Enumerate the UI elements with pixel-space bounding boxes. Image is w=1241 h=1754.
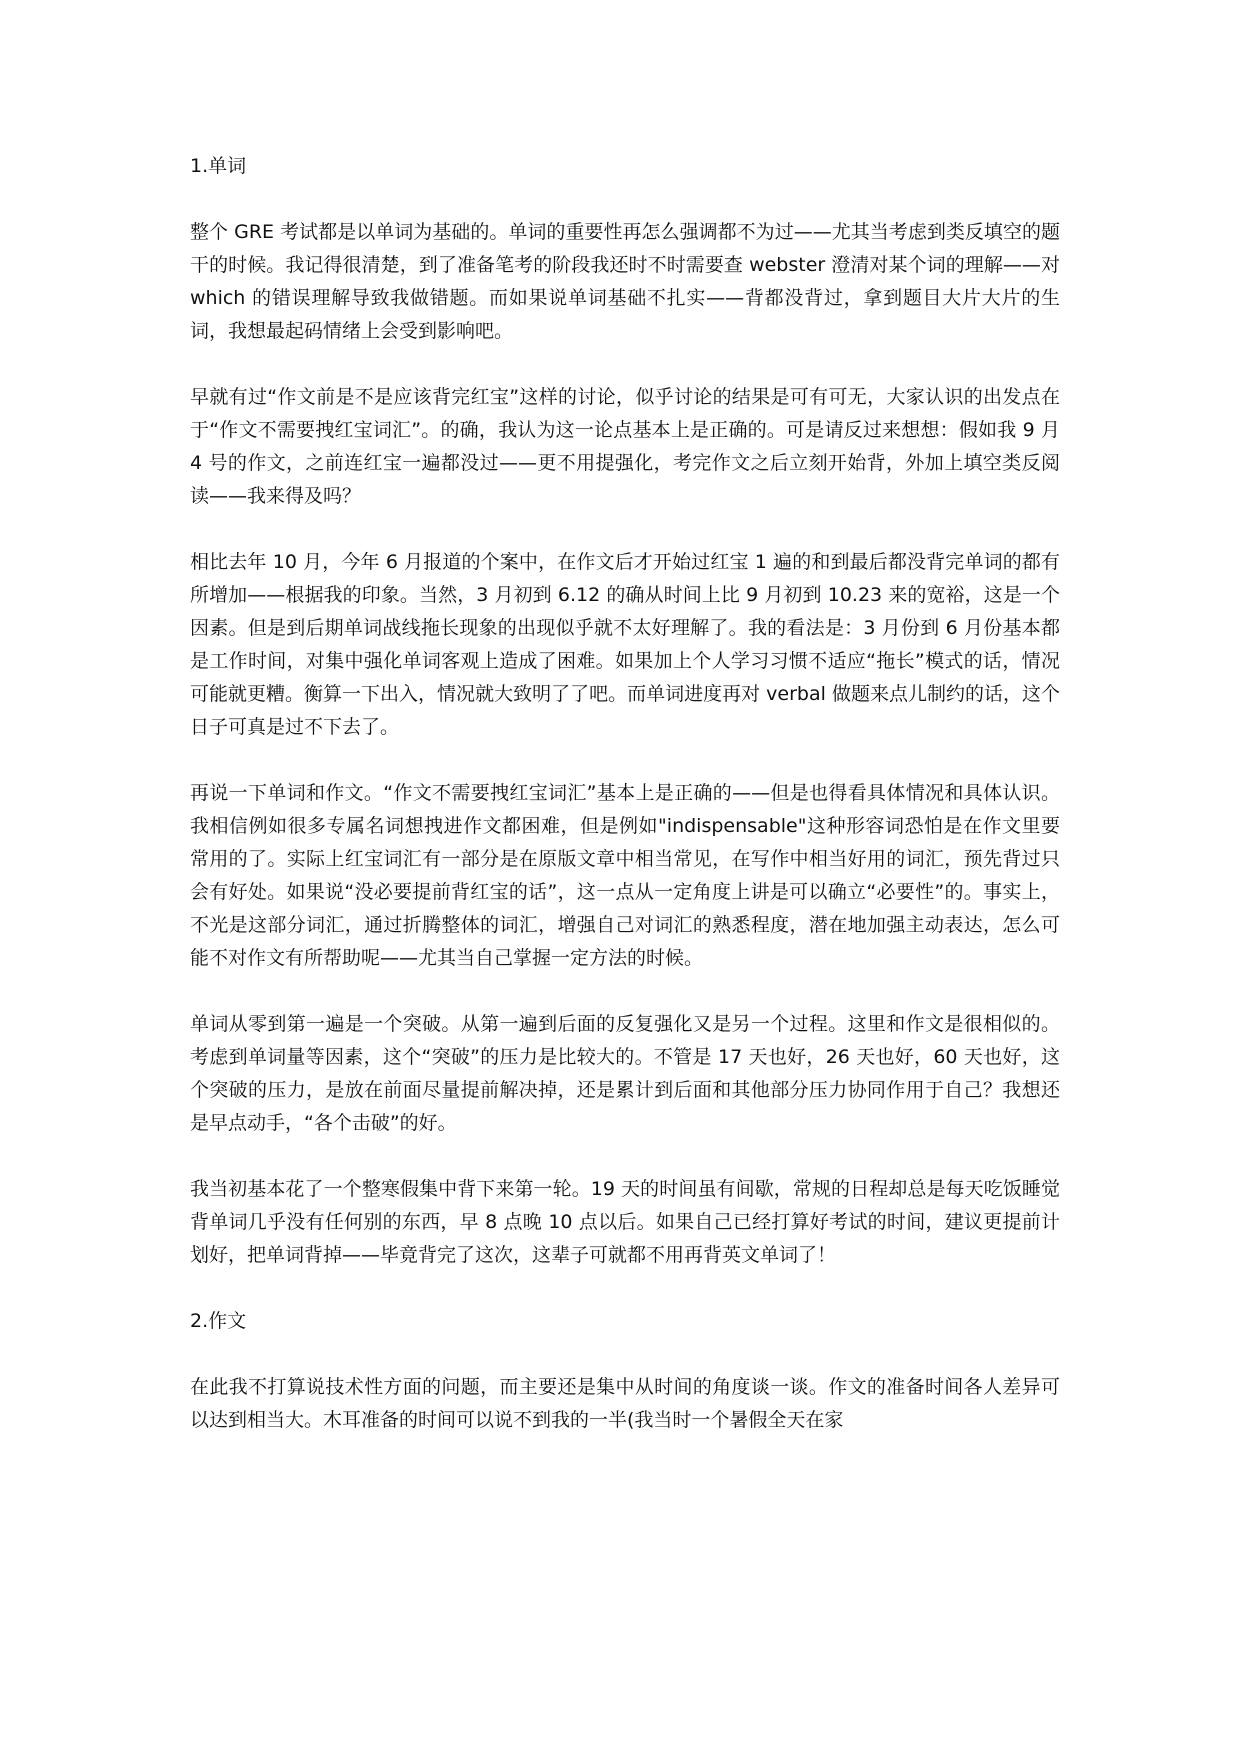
paragraph-schedule-comparison: 相比去年 10 月，今年 6 月报道的个案中，在作文后才开始过红宝 1 遍的和到最后都没背完单词的都有所增加——根据我的印象。当然，3 月初到 6.12 的确从时间上比 9 月初到 10.23 来的宽裕，这是一个因素。但是到后期单词战线拖长现象的出现似乎就不太好理解了。我的看法是：3 月份到 6 月份基本都是工作时间，对集中强化单词客观上造成了困难。如果加上个人学习习惯不适应“拖长”模式的话，情况可能就更糟。衡算一下出入，情况就大致明了了吧。而单词进度再对 verbal 做题来点儿制约的话，这个日子可真是过不下去了。 bbox=[190, 551, 1060, 738]
paragraph-personal-experience: 我当初基本花了一个整寒假集中背下来第一轮。19 天的时间虽有间歇，常规的日程却总是每天吃饭睡觉背单词几乎没有任何别的东西，早 8 点晚 10 点以后。如果自己已经打算好考试的时间，建议更提前计划好，把单词背掉——毕竟背完了这次，这辈子可就都不用再背英文单词了！ bbox=[190, 1178, 1060, 1266]
document-body bbox=[190, 150, 1060, 1470]
paragraph-words-and-essay: 再说一下单词和作文。“作文不需要拽红宝词汇”基本上是正确的——但是也得看具体情况和具体认识。我相信例如很多专属名词想拽进作文都困难，但是例如"indispensable"这种形容词恐怕是在作文里要常用的了。实际上红宝词汇有一部分是在原版文章中相当常见，在写作中相当好用的词汇，预先背过只会有好处。如果说“没必要提前背红宝的话”，这一点从一定角度上讲是可以确立“必要性”的。事实上，不光是这部分词汇，通过折腾整体的词汇，增强自己对词汇的熟悉程度，潜在地加强主动表达，怎么可能不对作文有所帮助呢——尤其当自己掌握一定方法的时候。 bbox=[190, 782, 1060, 969]
paragraph-first-pass-breakthrough: 单词从零到第一遍是一个突破。从第一遍到后面的反复强化又是另一个过程。这里和作文是很相似的。考虑到单词量等因素，这个“突破”的压力是比较大的。不管是 17 天也好，26 天也好，60 天也好，这个突破的压力，是放在前面尽量提前解决掉，还是累计到后面和其他部分压力协同作用于自己？我想还是早点动手，“各个击破”的好。 bbox=[190, 1013, 1060, 1134]
paragraph-essay-before-redbook: 早就有过“作文前是不是应该背完红宝”这样的讨论，似乎讨论的结果是可有可无，大家认识的出发点在于“作文不需要拽红宝词汇”。的确，我认为这一论点基本上是正确的。可是请反过来想想：假如我 9 月 4 号的作文，之前连红宝一遍都没过——更不用提强化，考完作文之后立刻开始背，外加上填空类反阅读——我来得及吗？ bbox=[190, 386, 1060, 507]
section-heading-words: 1.单词 bbox=[190, 155, 247, 177]
paragraph-essay-time: 在此我不打算说技术性方面的问题，而主要还是集中从时间的角度谈一谈。作文的准备时间各人差异可以达到相当大。木耳准备的时间可以说不到我的一半(我当时一个暑假全天在家 bbox=[190, 1376, 1060, 1431]
paragraph-words-importance: 整个 GRE 考试都是以单词为基础的。单词的重要性再怎么强调都不为过——尤其当考虑到类反填空的题干的时候。我记得很清楚，到了准备笔考的阶段我还时不时需要查 webster 澄清对某个词的理解——对 which 的错误理解导致我做错题。而如果说单词基础不扎实——背都没背过，拿到题目大片大片的生词，我想最起码情绪上会受到影响吧。 bbox=[190, 221, 1060, 342]
section-heading-essay: 2.作文 bbox=[190, 1310, 247, 1332]
